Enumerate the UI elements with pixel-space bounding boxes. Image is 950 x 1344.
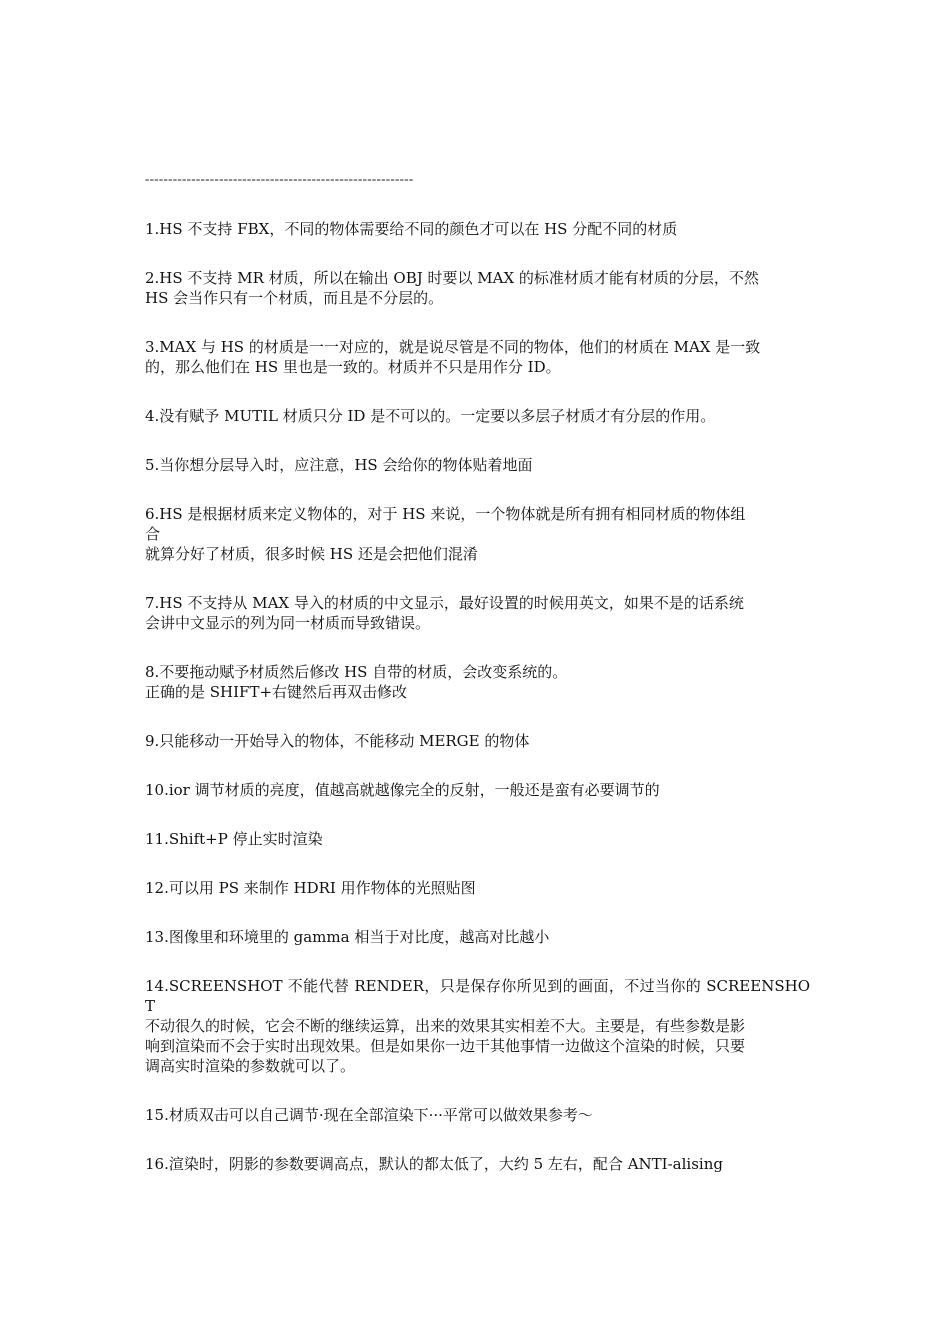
tip-paragraph	[145, 927, 810, 947]
tip-paragraph	[145, 976, 810, 1076]
tip-paragraph	[145, 337, 810, 377]
tip-paragraph	[145, 662, 810, 702]
tip-line: 4.没有赋予 MUTIL 材质只分 ID 是不可以的。一定要以多层子材质才有分层的作用。	[145, 407, 716, 425]
tip-line: 响到渲染而不会于实时出现效果。但是如果你一边干其他事情一边做这个渲染的时候，只要	[145, 1037, 746, 1055]
tip-line: 1.HS 不支持 FBX，不同的物体需要给不同的颜色才可以在 HS 分配不同的材质	[145, 220, 678, 238]
tip-line: 会讲中文显示的列为同一材质而导致错误。	[145, 614, 431, 632]
tip-paragraph	[145, 219, 810, 239]
tip-line: 7.HS 不支持从 MAX 导入的材质的中文显示，最好设置的时候用英文，如果不是的话系统	[145, 594, 744, 612]
tip-line: 15.材质双击可以自己调节·现在全部渲染下···平常可以做效果参考～	[145, 1106, 593, 1124]
tip-paragraph	[145, 731, 810, 751]
tip-line: 14.SCREENSHOT 不能代替 RENDER，只是保存你所见到的画面，不过当你的 SCREENSHOT	[145, 977, 810, 1015]
tip-line: 合	[145, 525, 161, 543]
tip-line: 12.可以用 PS 来制作 HDRI 用作物体的光照贴图	[145, 879, 476, 897]
tip-line: 6.HS 是根据材质来定义物体的，对于 HS 来说，一个物体就是所有拥有相同材质的物体组	[145, 505, 746, 523]
tip-line: 5.当你想分层导入时，应注意，HS 会给你的物体贴着地面	[145, 456, 533, 474]
tip-paragraph	[145, 455, 810, 475]
tip-line: 正确的是 SHIFT+右键然后再双击修改	[145, 683, 408, 701]
tip-paragraph	[145, 504, 810, 564]
tips-list	[145, 219, 810, 1174]
tip-paragraph	[145, 268, 810, 308]
tip-line: 11.Shift+P 停止实时渲染	[145, 830, 323, 848]
tip-line: 16.渲染时，阴影的参数要调高点，默认的都太低了，大约 5 左右，配合 ANTI-alising	[145, 1155, 723, 1173]
tip-line: 13.图像里和环境里的 gamma 相当于对比度，越高对比越小	[145, 928, 550, 946]
tip-line: 3.MAX 与 HS 的材质是一一对应的，就是说尽管是不同的物体，他们的材质在 MAX 是一致	[145, 338, 761, 356]
tip-paragraph	[145, 1105, 810, 1125]
tip-line: 就算分好了材质，很多时候 HS 还是会把他们混淆	[145, 545, 478, 563]
tip-paragraph	[145, 1154, 810, 1174]
tip-line: 9.只能移动一开始导入的物体，不能移动 MERGE 的物体	[145, 732, 530, 750]
divider-line: ----------------------------------------------------------	[145, 172, 414, 186]
tip-line: 调高实时渲染的参数就可以了。	[145, 1057, 356, 1075]
tip-line: 2.HS 不支持 MR 材质，所以在输出 OBJ 时要以 MAX 的标准材质才能有材质的分层，不然	[145, 269, 759, 287]
tip-line: 10.ior 调节材质的亮度，值越高就越像完全的反射，一般还是蛮有必要调节的	[145, 781, 660, 799]
tip-line: HS 会当作只有一个材质，而且是不分层的。	[145, 289, 444, 307]
tip-line: 的，那么他们在 HS 里也是一致的。材质并不只是用作分 ID。	[145, 358, 561, 376]
document-body	[145, 172, 810, 1203]
tip-paragraph	[145, 829, 810, 849]
tip-paragraph	[145, 593, 810, 633]
tip-paragraph	[145, 878, 810, 898]
tip-line: 不动很久的时候，它会不断的继续运算，出来的效果其实相差不大。主要是，有些参数是影	[145, 1017, 746, 1035]
tip-paragraph	[145, 780, 810, 800]
tip-paragraph	[145, 406, 810, 426]
tip-line: 8.不要拖动赋予材质然后修改 HS 自带的材质，会改变系统的。	[145, 663, 568, 681]
